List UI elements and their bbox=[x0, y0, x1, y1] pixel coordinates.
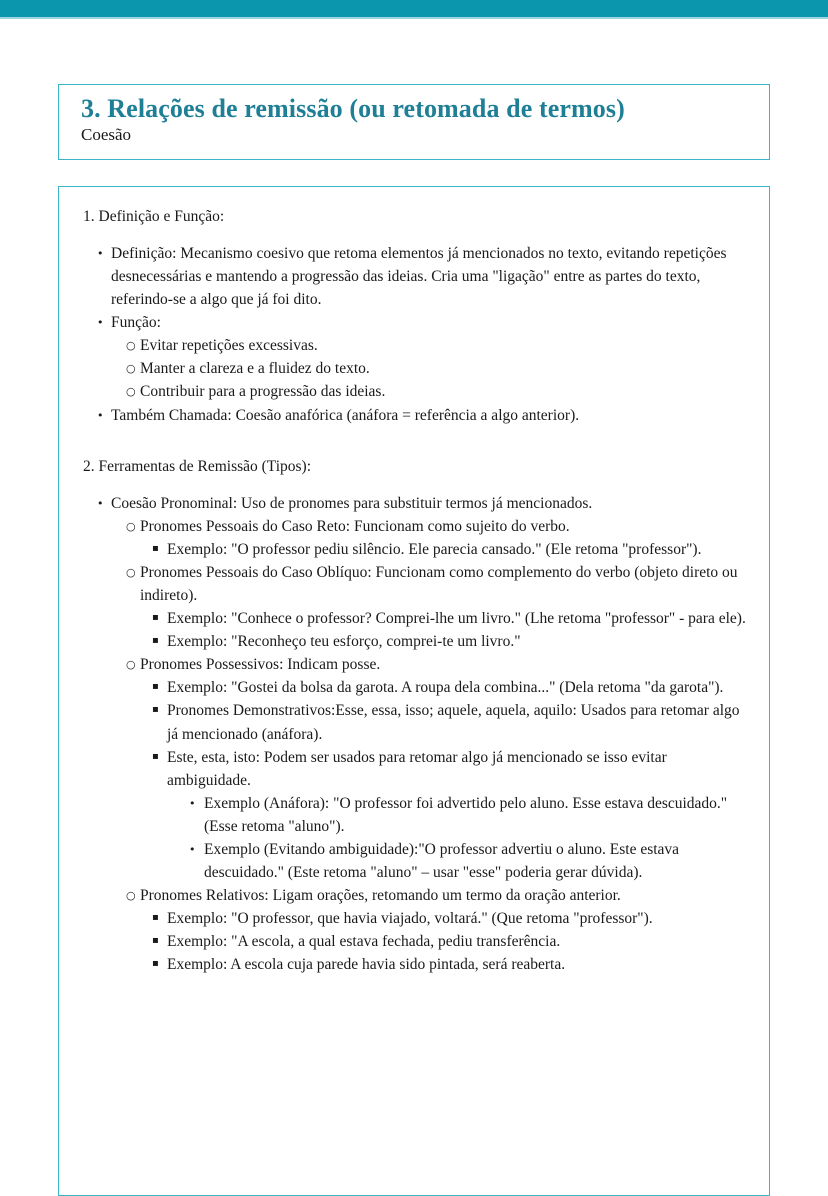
page-subtitle: Coesão bbox=[81, 125, 132, 145]
bullet-marker-icon: ▪ bbox=[152, 958, 159, 970]
list-item bbox=[83, 607, 751, 630]
list-item-text: Exemplo (Anáfora): "O professor foi advertido pelo aluno. Esse estava descuidado." (Esse retoma "aluno"). bbox=[204, 794, 728, 835]
list-item-text: Definição: Mecanismo coesivo que retoma elementos já mencionados no texto, evitando repetições desnecessárias e mantendo a progressão das ideias. Cria uma "ligação" entre as partes do texto, referindo-se a algo que já foi dito. bbox=[111, 244, 727, 309]
bullet-list-level-3 bbox=[83, 607, 751, 653]
list-item-text: Exemplo: "A escola, a qual estava fechada, pediu transferência. bbox=[167, 933, 561, 951]
bullet-marker-icon: ○ bbox=[126, 565, 136, 579]
bullet-marker-icon: ○ bbox=[126, 385, 136, 399]
list-item-text: Evitar repetições excessivas. bbox=[140, 337, 318, 355]
list-item-text: Pronomes Pessoais do Caso Reto: Funcionam como sujeito do verbo. bbox=[140, 517, 570, 535]
bullet-marker-icon: • bbox=[97, 246, 104, 260]
bullet-list-level-3 bbox=[83, 676, 751, 884]
bullet-list-level-1 bbox=[83, 242, 751, 427]
bullet-marker-icon: • bbox=[97, 316, 104, 330]
list-item bbox=[83, 538, 751, 561]
document-content-box bbox=[58, 186, 770, 1196]
list-item-text: Também Chamada: Coesão anafórica (anáfora = referência a algo anterior). bbox=[111, 406, 580, 424]
bullet-marker-icon: ○ bbox=[126, 362, 136, 376]
list-item bbox=[83, 884, 751, 907]
list-item-text: Este, esta, isto: Podem ser usados para retomar algo já mencionado se isso evitar ambiguidade. bbox=[167, 748, 667, 789]
bullet-marker-icon: • bbox=[97, 496, 104, 510]
bullet-marker-icon: ▪ bbox=[152, 750, 159, 762]
bullet-marker-icon: ▪ bbox=[152, 681, 159, 693]
list-item bbox=[83, 792, 751, 838]
list-item-text: Pronomes Demonstrativos:Esse, essa, isso; aquele, aquela, aquilo: Usados para retomar algo já mencionado (anáfora). bbox=[167, 702, 740, 743]
list-item-text: Pronomes Relativos: Ligam orações, retomando um termo da oração anterior. bbox=[140, 887, 621, 905]
list-item bbox=[83, 357, 751, 380]
bullet-list-level-3 bbox=[83, 907, 751, 976]
bullet-marker-icon: ▪ bbox=[152, 542, 159, 554]
bullet-marker-icon: • bbox=[189, 843, 196, 856]
top-accent-banner-shade bbox=[0, 17, 828, 19]
list-item bbox=[83, 907, 751, 930]
list-item-text: Exemplo (Evitando ambiguidade):"O professor advertiu o aluno. Este estava descuidado." (Este retoma "aluno" – usar "esse" poderia gerar dúvida). bbox=[204, 841, 680, 882]
document-title-box bbox=[58, 84, 770, 160]
list-item-text: Coesão Pronominal: Uso de pronomes para substituir termos já mencionados. bbox=[111, 494, 593, 512]
page-title: 3. Relações de remissão (ou retomada de termos) bbox=[81, 94, 625, 123]
bullet-marker-icon: ▪ bbox=[152, 612, 159, 624]
bullet-list-level-3 bbox=[83, 538, 751, 561]
bullet-marker-icon: ○ bbox=[126, 519, 136, 533]
list-item-text: Pronomes Pessoais do Caso Oblíquo: Funcionam como complemento do verbo (objeto direto ou indireto). bbox=[140, 563, 738, 604]
list-item bbox=[83, 930, 751, 953]
bullet-marker-icon: ▪ bbox=[152, 635, 159, 647]
bullet-marker-icon: ○ bbox=[126, 658, 136, 672]
list-item bbox=[83, 953, 751, 976]
list-item-text: Exemplo: "Reconheço teu esforço, comprei-te um livro." bbox=[167, 633, 521, 651]
list-item bbox=[83, 653, 751, 676]
bullet-marker-icon: ▪ bbox=[152, 935, 159, 947]
list-item bbox=[83, 334, 751, 357]
list-item bbox=[83, 515, 751, 538]
list-item-text: Exemplo: "O professor, que havia viajado, voltará." (Que retoma "professor"). bbox=[167, 910, 653, 928]
top-accent-banner bbox=[0, 0, 828, 17]
bullet-marker-icon: ▪ bbox=[152, 912, 159, 924]
bullet-marker-icon: ▪ bbox=[152, 704, 159, 716]
list-item-text: Pronomes Possessivos: Indicam posse. bbox=[140, 656, 381, 674]
section-heading: 1. Definição e Função: bbox=[83, 208, 225, 225]
list-item bbox=[83, 404, 751, 427]
list-item bbox=[83, 630, 751, 653]
list-item-text: Exemplo: "Gostei da bolsa da garota. A roupa dela combina..." (Dela retoma "da garota"). bbox=[167, 679, 724, 697]
bullet-marker-icon: • bbox=[97, 408, 104, 422]
list-item bbox=[83, 311, 751, 334]
bullet-list-level-2 bbox=[83, 334, 751, 403]
content-root bbox=[59, 187, 769, 977]
bullet-list-level-4 bbox=[83, 792, 751, 884]
list-item bbox=[83, 561, 751, 607]
bullet-marker-icon: ○ bbox=[126, 889, 136, 903]
bullet-marker-icon: ○ bbox=[126, 339, 136, 353]
section-heading: 2. Ferramentas de Remissão (Tipos): bbox=[83, 457, 312, 475]
list-item-text: Contribuir para a progressão das ideias. bbox=[140, 383, 386, 401]
bullet-list-level-2 bbox=[83, 515, 751, 977]
list-item bbox=[83, 380, 751, 403]
list-item-text: Exemplo: "O professor pediu silêncio. Ele parecia cansado." (Ele retoma "professor"). bbox=[167, 540, 702, 558]
list-item bbox=[83, 699, 751, 745]
bullet-marker-icon: • bbox=[189, 796, 196, 810]
list-item bbox=[83, 676, 751, 699]
bullet-list-level-1 bbox=[83, 492, 751, 977]
list-item bbox=[83, 746, 751, 792]
list-item bbox=[83, 838, 751, 884]
list-item-text: Manter a clareza e a fluidez do texto. bbox=[140, 360, 370, 378]
list-item bbox=[83, 492, 751, 515]
list-item-text: Exemplo: "Conhece o professor? Comprei-lhe um livro." (Lhe retoma "professor" - para ele). bbox=[167, 610, 746, 628]
list-item-text: Função: bbox=[111, 314, 161, 332]
list-item bbox=[83, 242, 751, 311]
list-item-text: Exemplo: A escola cuja parede havia sido pintada, será reaberta. bbox=[167, 956, 566, 974]
